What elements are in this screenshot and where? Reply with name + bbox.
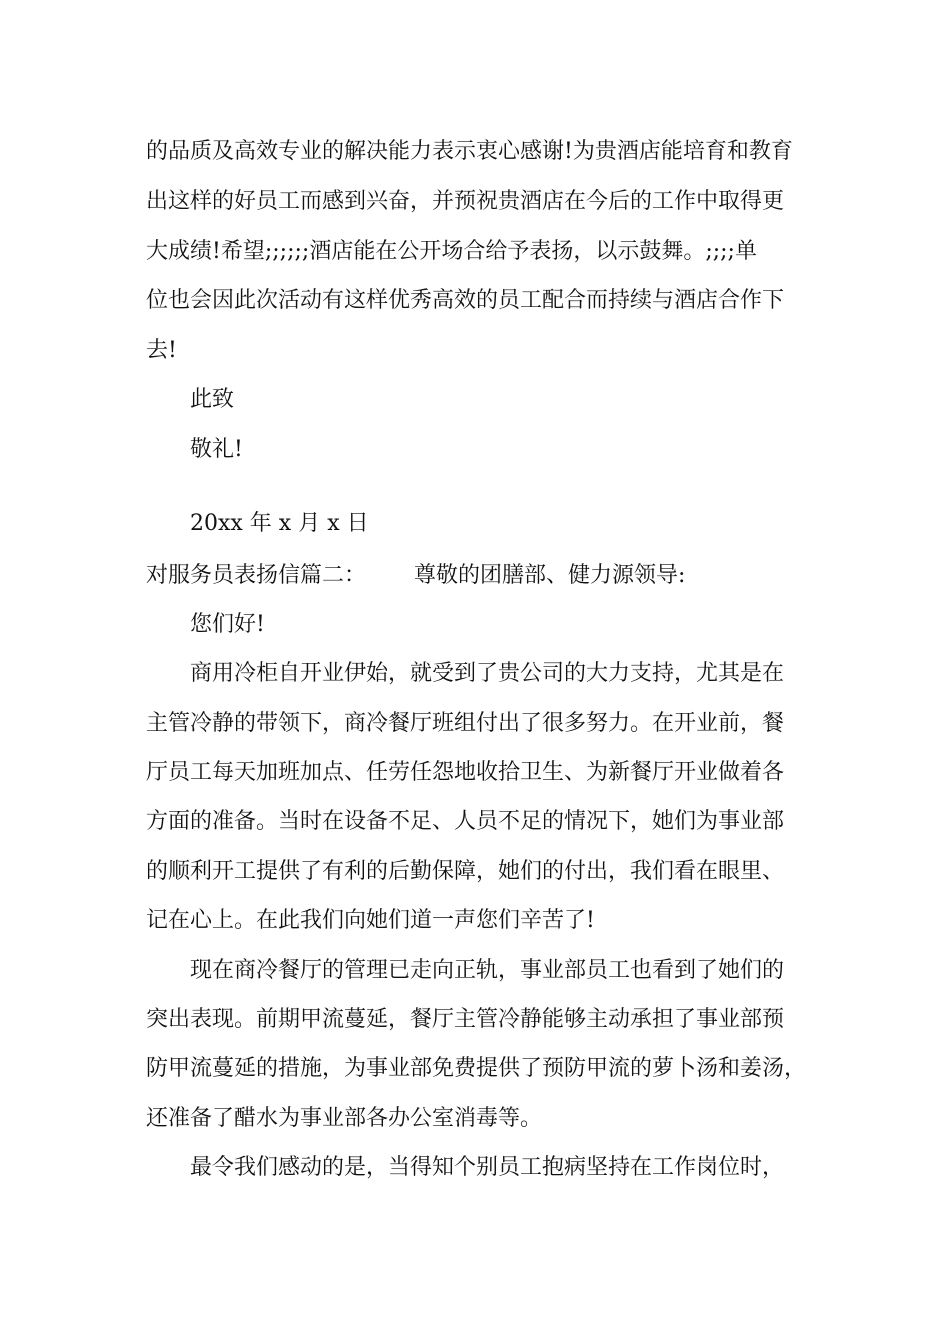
greeting: 您们好!: [190, 612, 265, 637]
paragraph-line: 出这样的好员工而感到兴奋，并预祝贵酒店在今后的工作中取得更: [146, 189, 785, 214]
closing-line: 此致: [190, 387, 235, 412]
paragraph-line: 现在商冷餐厅的管理已走向正轨，事业部员工也看到了她们的: [190, 958, 785, 983]
paragraph-line: 主管冷静的带领下，商冷餐厅班组付出了很多努力。在开业前，餐: [146, 711, 785, 736]
salutation: 尊敬的团膳部、健力源领导:: [414, 563, 686, 588]
paragraph-line: 方面的准备。当时在设备不足、人员不足的情况下，她们为事业部: [146, 809, 785, 834]
paragraph-line: 记在心上。在此我们向她们道一声您们辛苦了!: [146, 908, 595, 933]
letter-date: 20xx 年 x 月 x 日: [190, 511, 369, 536]
closing-line: 敬礼!: [190, 437, 243, 462]
paragraph-line: 去!: [146, 338, 177, 363]
paragraph-line: 大成绩!希望;;;;;;酒店能在公开场合给予表扬，以示鼓舞。;;;;单: [146, 239, 757, 264]
paragraph-line: 最令我们感动的是，当得知个别员工抱病坚持在工作岗位时，: [190, 1155, 785, 1180]
paragraph-line: 的品质及高效专业的解决能力表示衷心感谢!为贵酒店能培育和教育: [146, 139, 793, 164]
paragraph-line: 的顺利开工提供了有利的后勤保障，她们的付出，我们看在眼里、: [146, 859, 785, 884]
paragraph-line: 防甲流蔓延的措施，为事业部免费提供了预防甲流的萝卜汤和姜汤，: [146, 1056, 807, 1081]
paragraph-line: 还准备了醋水为事业部各办公室消毒等。: [146, 1106, 543, 1131]
paragraph-line: 突出表现。前期甲流蔓延，餐厅主管冷静能够主动承担了事业部预: [146, 1007, 785, 1032]
paragraph-line: 位也会因此次活动有这样优秀高效的员工配合而持续与酒店合作下: [146, 288, 785, 313]
section-heading: 对服务员表扬信篇二：: [146, 563, 367, 588]
paragraph-line: 厅员工每天加班加点、任劳任怨地收拾卫生、为新餐厅开业做着各: [146, 760, 785, 785]
paragraph-line: 商用冷柜自开业伊始，就受到了贵公司的大力支持，尤其是在: [190, 661, 785, 686]
